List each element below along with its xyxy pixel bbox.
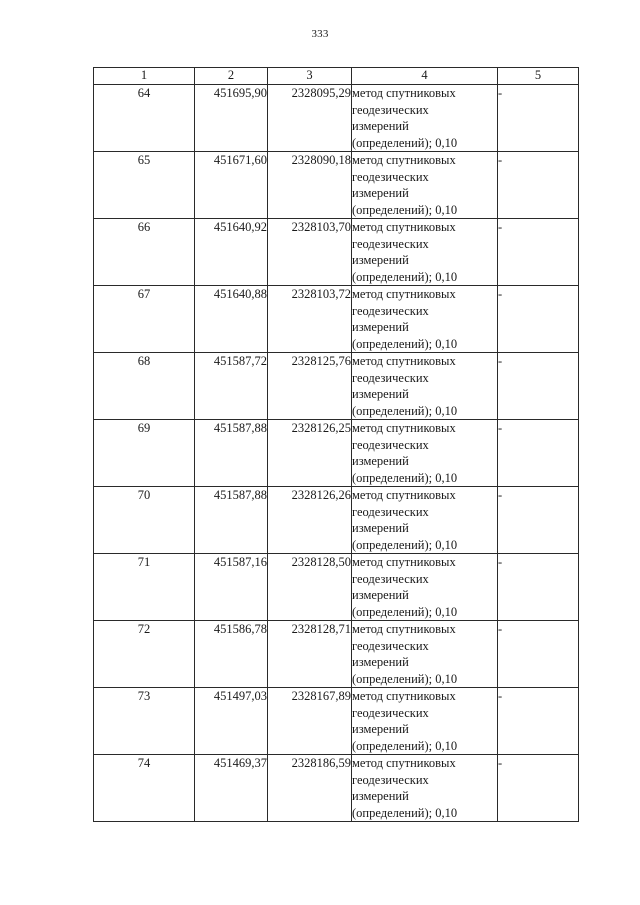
note-cell: - <box>498 554 579 621</box>
method-line-1: метод спутниковых <box>352 220 456 234</box>
note-cell: - <box>498 219 579 286</box>
coord-x: 451587,88 <box>195 420 268 487</box>
coord-y: 2328090,18 <box>268 152 352 219</box>
coord-x: 451586,78 <box>195 621 268 688</box>
method-line-4: (определений); 0,10 <box>352 202 458 217</box>
coord-x: 451640,88 <box>195 286 268 353</box>
table-row <box>94 554 579 621</box>
coordinates-table <box>93 67 579 822</box>
table-row <box>94 420 579 487</box>
point-number: 74 <box>94 755 195 822</box>
method-line-3: измерений <box>352 789 409 803</box>
method-line-4: (определений); 0,10 <box>352 537 458 552</box>
table-row <box>94 755 579 822</box>
method-line-2: геодезических <box>352 571 429 586</box>
coord-y: 2328167,89 <box>268 688 352 755</box>
coord-y: 2328095,29 <box>268 85 352 152</box>
point-number: 72 <box>94 621 195 688</box>
method-line-1: метод спутниковых <box>352 689 456 703</box>
point-number: 65 <box>94 152 195 219</box>
method-line-3: измерений <box>352 722 409 736</box>
header-col-3: 3 <box>268 68 352 85</box>
note-cell: - <box>498 286 579 353</box>
method-line-2: геодезических <box>352 504 429 519</box>
method-cell <box>352 219 498 286</box>
coord-y: 2328186,59 <box>268 755 352 822</box>
method-cell <box>352 487 498 554</box>
method-cell <box>352 755 498 822</box>
method-line-3: измерений <box>352 454 409 468</box>
method-line-1: метод спутниковых <box>352 354 456 368</box>
method-line-3: измерений <box>352 253 409 267</box>
coord-y: 2328125,76 <box>268 353 352 420</box>
note-cell: - <box>498 688 579 755</box>
point-number: 64 <box>94 85 195 152</box>
coord-x: 451695,90 <box>195 85 268 152</box>
coord-y: 2328103,72 <box>268 286 352 353</box>
method-line-2: геодезических <box>352 370 429 385</box>
method-line-1: метод спутниковых <box>352 86 456 100</box>
note-cell: - <box>498 621 579 688</box>
method-line-4: (определений); 0,10 <box>352 135 458 150</box>
method-line-2: геодезических <box>352 638 429 653</box>
coord-x: 451497,03 <box>195 688 268 755</box>
coord-y: 2328126,25 <box>268 420 352 487</box>
header-col-4: 4 <box>352 68 498 85</box>
method-line-3: измерений <box>352 186 409 200</box>
method-line-1: метод спутниковых <box>352 555 456 569</box>
table-row <box>94 219 579 286</box>
header-col-5: 5 <box>498 68 579 85</box>
method-line-4: (определений); 0,10 <box>352 470 458 485</box>
method-line-2: геодезических <box>352 102 429 117</box>
method-line-3: измерений <box>352 387 409 401</box>
note-cell: - <box>498 420 579 487</box>
point-number: 67 <box>94 286 195 353</box>
coord-x: 451640,92 <box>195 219 268 286</box>
note-cell: - <box>498 152 579 219</box>
coord-x: 451469,37 <box>195 755 268 822</box>
header-col-1: 1 <box>94 68 195 85</box>
method-line-4: (определений); 0,10 <box>352 671 458 686</box>
point-number: 70 <box>94 487 195 554</box>
table-row <box>94 85 579 152</box>
table-row <box>94 353 579 420</box>
method-line-4: (определений); 0,10 <box>352 403 458 418</box>
point-number: 71 <box>94 554 195 621</box>
method-cell <box>352 152 498 219</box>
method-line-2: геодезических <box>352 705 429 720</box>
method-line-2: геодезических <box>352 437 429 452</box>
method-line-3: измерений <box>352 119 409 133</box>
method-line-4: (определений); 0,10 <box>352 269 458 284</box>
table-row <box>94 487 579 554</box>
point-number: 68 <box>94 353 195 420</box>
coord-y: 2328128,50 <box>268 554 352 621</box>
method-line-4: (определений); 0,10 <box>352 738 458 753</box>
method-line-3: измерений <box>352 521 409 535</box>
table-row <box>94 688 579 755</box>
method-line-2: геодезических <box>352 236 429 251</box>
method-line-3: измерений <box>352 320 409 334</box>
method-line-2: геодезических <box>352 772 429 787</box>
point-number: 69 <box>94 420 195 487</box>
coord-x: 451587,88 <box>195 487 268 554</box>
note-cell: - <box>498 755 579 822</box>
method-line-4: (определений); 0,10 <box>352 604 458 619</box>
method-line-1: метод спутниковых <box>352 488 456 502</box>
header-col-2: 2 <box>195 68 268 85</box>
method-line-4: (определений); 0,10 <box>352 805 458 820</box>
method-line-1: метод спутниковых <box>352 622 456 636</box>
table-row <box>94 286 579 353</box>
method-cell <box>352 85 498 152</box>
method-line-1: метод спутниковых <box>352 421 456 435</box>
method-line-2: геодезических <box>352 169 429 184</box>
note-cell: - <box>498 353 579 420</box>
coord-y: 2328128,71 <box>268 621 352 688</box>
method-line-1: метод спутниковых <box>352 756 456 770</box>
table-body <box>94 85 579 822</box>
table-row <box>94 621 579 688</box>
coord-x: 451587,16 <box>195 554 268 621</box>
method-line-3: измерений <box>352 588 409 602</box>
method-line-1: метод спутниковых <box>352 287 456 301</box>
method-cell <box>352 688 498 755</box>
point-number: 66 <box>94 219 195 286</box>
method-line-2: геодезических <box>352 303 429 318</box>
point-number: 73 <box>94 688 195 755</box>
method-line-3: измерений <box>352 655 409 669</box>
method-cell <box>352 286 498 353</box>
header-row <box>94 68 579 85</box>
table-row <box>94 152 579 219</box>
table-header <box>94 68 579 85</box>
method-cell <box>352 353 498 420</box>
page-number: 333 <box>311 28 329 40</box>
method-line-4: (определений); 0,10 <box>352 336 458 351</box>
coord-x: 451671,60 <box>195 152 268 219</box>
coord-x: 451587,72 <box>195 353 268 420</box>
method-cell <box>352 420 498 487</box>
coord-y: 2328126,26 <box>268 487 352 554</box>
method-line-1: метод спутниковых <box>352 153 456 167</box>
coord-y: 2328103,70 <box>268 219 352 286</box>
method-cell <box>352 621 498 688</box>
note-cell: - <box>498 85 579 152</box>
method-cell <box>352 554 498 621</box>
note-cell: - <box>498 487 579 554</box>
